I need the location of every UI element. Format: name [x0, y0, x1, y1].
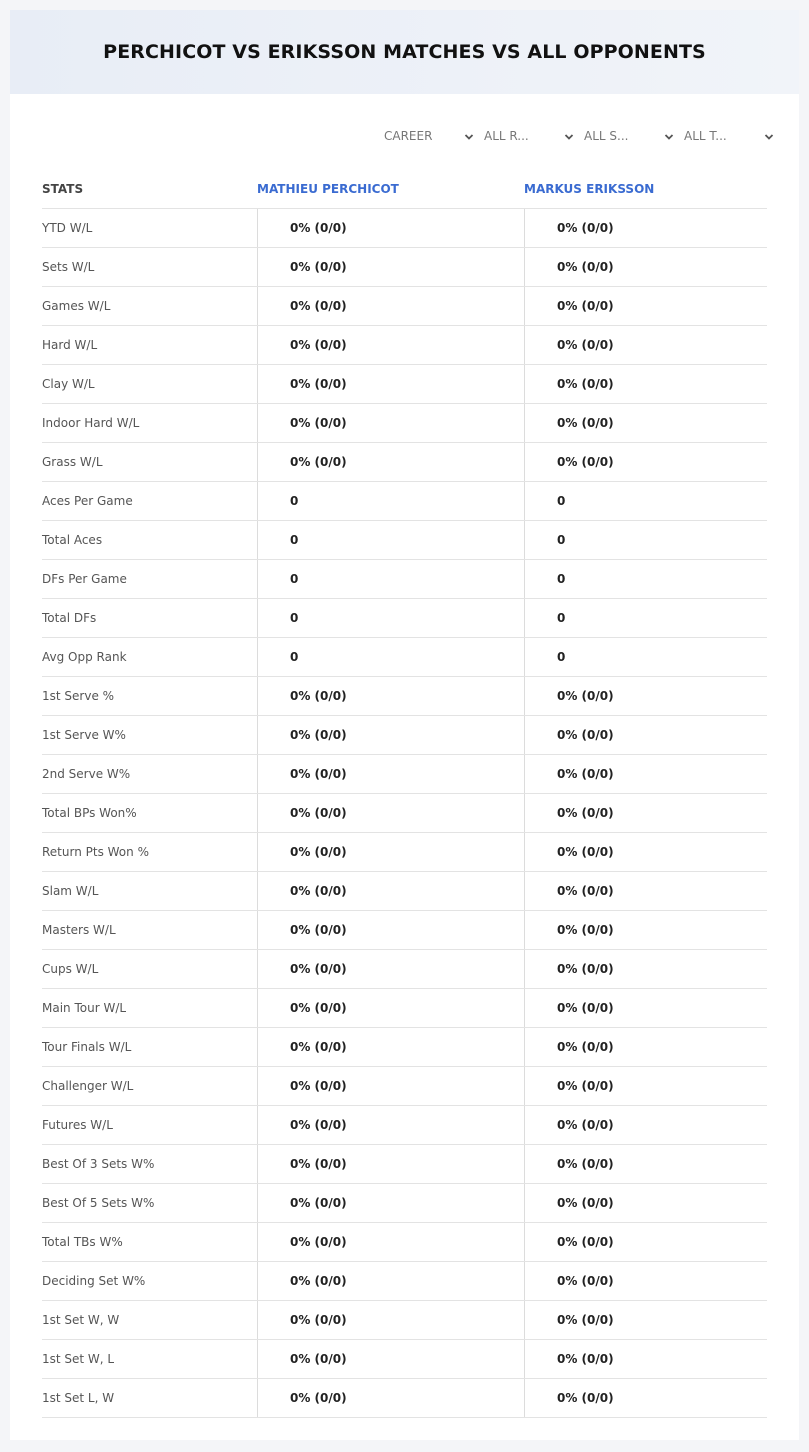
- player1-value-cell: [257, 989, 524, 1027]
- stat-label: DFs Per Game: [42, 572, 127, 586]
- stat-label: 1st Serve W%: [42, 728, 126, 742]
- player2-value: 0% (0/0): [557, 1118, 614, 1132]
- player2-value-cell: [524, 404, 768, 442]
- player1-value: 0% (0/0): [290, 767, 347, 781]
- stat-label: 1st Set W, L: [42, 1352, 115, 1366]
- table-row: [42, 989, 767, 1028]
- player2-value-cell: [524, 599, 768, 637]
- player1-value-cell: [257, 1223, 524, 1261]
- player1-value: 0% (0/0): [290, 1274, 347, 1288]
- player1-value: 0% (0/0): [290, 1196, 347, 1210]
- player2-value: 0% (0/0): [557, 377, 614, 391]
- player2-value: 0% (0/0): [557, 806, 614, 820]
- player1-value-cell: [257, 1028, 524, 1066]
- card-header: [10, 10, 799, 94]
- player1-value-cell: [257, 1379, 524, 1417]
- page-title: PERCHICOT VS ERIKSSON MATCHES VS ALL OPPONENTS: [103, 41, 706, 63]
- player2-value-cell: [524, 755, 768, 793]
- stat-label: Indoor Hard W/L: [42, 416, 140, 430]
- stat-label: Deciding Set W%: [42, 1274, 146, 1288]
- player2-value-cell: [524, 911, 768, 949]
- player1-value-cell: [257, 248, 524, 286]
- player2-value: 0% (0/0): [557, 1196, 614, 1210]
- player1-value-cell: [257, 677, 524, 715]
- chevron-down-icon: [564, 132, 574, 142]
- player2-value: 0% (0/0): [557, 689, 614, 703]
- player1-value: 0% (0/0): [290, 299, 347, 313]
- player1-value: 0% (0/0): [290, 1118, 347, 1132]
- stat-label: Avg Opp Rank: [42, 650, 127, 664]
- player1-value: 0% (0/0): [290, 962, 347, 976]
- stats-card: [10, 10, 799, 1440]
- table-row: [42, 950, 767, 989]
- player1-value: 0% (0/0): [290, 1001, 347, 1015]
- table-row: [42, 521, 767, 560]
- stat-label: Best Of 5 Sets W%: [42, 1196, 155, 1210]
- player1-value-cell: [257, 287, 524, 325]
- stat-label: Return Pts Won %: [42, 845, 149, 859]
- stat-label: Masters W/L: [42, 923, 116, 937]
- stat-label: YTD W/L: [42, 221, 93, 235]
- player2-value-cell: [524, 521, 768, 559]
- player2-value: 0% (0/0): [557, 455, 614, 469]
- table-row: [42, 326, 767, 365]
- stat-label: Games W/L: [42, 299, 111, 313]
- filter-label: CAREER: [384, 129, 433, 143]
- player1-value-cell: [257, 716, 524, 754]
- table-row: [42, 1262, 767, 1301]
- player1-value: 0% (0/0): [290, 845, 347, 859]
- player1-value: 0% (0/0): [290, 689, 347, 703]
- player2-value: 0% (0/0): [557, 1235, 614, 1249]
- stat-label: Challenger W/L: [42, 1079, 134, 1093]
- table-row: [42, 1067, 767, 1106]
- player1-value-cell: [257, 1262, 524, 1300]
- stat-label: 1st Set L, W: [42, 1391, 115, 1405]
- player1-value: 0% (0/0): [290, 728, 347, 742]
- table-row: [42, 794, 767, 833]
- stat-label: Total DFs: [42, 611, 97, 625]
- table-row: [42, 599, 767, 638]
- stat-label: Total Aces: [42, 533, 103, 547]
- player2-value: 0% (0/0): [557, 299, 614, 313]
- player1-value: 0: [290, 494, 299, 508]
- player2-value: 0% (0/0): [557, 338, 614, 352]
- player2-value: 0% (0/0): [557, 1040, 614, 1054]
- player2-value: 0% (0/0): [557, 221, 614, 235]
- table-row: [42, 482, 767, 521]
- table-row: [42, 365, 767, 404]
- table-row: [42, 1379, 767, 1418]
- player1-column-header[interactable]: MATHIEU PERCHICOT: [257, 182, 399, 196]
- stat-label: Main Tour W/L: [42, 1001, 127, 1015]
- player2-value-cell: [524, 950, 768, 988]
- player1-value-cell: [257, 911, 524, 949]
- player2-value: 0% (0/0): [557, 962, 614, 976]
- stat-label: 2nd Serve W%: [42, 767, 131, 781]
- table-row: [42, 833, 767, 872]
- player2-value: 0% (0/0): [557, 767, 614, 781]
- stat-label: Hard W/L: [42, 338, 98, 352]
- player2-value-cell: [524, 1301, 768, 1339]
- table-body: [42, 209, 767, 1418]
- filter-label: ALL R...: [484, 129, 529, 143]
- player1-value: 0% (0/0): [290, 1157, 347, 1171]
- stat-label: Grass W/L: [42, 455, 103, 469]
- player2-value-cell: [524, 794, 768, 832]
- player1-value-cell: [257, 1340, 524, 1378]
- player1-value-cell: [257, 482, 524, 520]
- chevron-down-icon: [664, 132, 674, 142]
- player1-value: 0: [290, 650, 299, 664]
- player2-value: 0: [557, 611, 566, 625]
- table-row: [42, 872, 767, 911]
- player1-value: 0% (0/0): [290, 1391, 347, 1405]
- player2-value: 0% (0/0): [557, 728, 614, 742]
- player2-value-cell: [524, 1106, 768, 1144]
- table-row: [42, 404, 767, 443]
- table-row: [42, 287, 767, 326]
- player2-value-cell: [524, 326, 768, 364]
- player2-value-cell: [524, 716, 768, 754]
- player1-value-cell: [257, 209, 524, 247]
- player2-value: 0: [557, 650, 566, 664]
- player2-value-cell: [524, 1067, 768, 1105]
- player2-value: 0% (0/0): [557, 1157, 614, 1171]
- table-row: [42, 755, 767, 794]
- player2-value-cell: [524, 1223, 768, 1261]
- filter-label: ALL T...: [684, 129, 727, 143]
- player1-value: 0% (0/0): [290, 260, 347, 274]
- table-row: [42, 209, 767, 248]
- filter-label: ALL S...: [584, 129, 629, 143]
- player2-value-cell: [524, 1028, 768, 1066]
- player1-value-cell: [257, 794, 524, 832]
- filter-surface-select[interactable]: [580, 128, 680, 146]
- player2-value: 0% (0/0): [557, 923, 614, 937]
- filter-tournament-select[interactable]: [680, 128, 780, 146]
- player2-value-cell: [524, 677, 768, 715]
- player1-value-cell: [257, 326, 524, 364]
- stat-label: Total BPs Won%: [42, 806, 137, 820]
- player1-value-cell: [257, 833, 524, 871]
- player1-value: 0% (0/0): [290, 221, 347, 235]
- player1-value-cell: [257, 1106, 524, 1144]
- stat-label: Cups W/L: [42, 962, 99, 976]
- player2-value-cell: [524, 248, 768, 286]
- player1-value: 0: [290, 572, 299, 586]
- player1-value: 0% (0/0): [290, 455, 347, 469]
- player1-value-cell: [257, 404, 524, 442]
- player2-value-cell: [524, 287, 768, 325]
- stats-column-header: STATS: [42, 182, 84, 196]
- player2-value-cell: [524, 1262, 768, 1300]
- player1-value-cell: [257, 599, 524, 637]
- player1-value: 0% (0/0): [290, 1352, 347, 1366]
- stats-table: [42, 170, 767, 1418]
- player2-value-cell: [524, 443, 768, 481]
- player1-value-cell: [257, 443, 524, 481]
- player2-value: 0% (0/0): [557, 1352, 614, 1366]
- player2-value-cell: [524, 833, 768, 871]
- player2-value: 0% (0/0): [557, 416, 614, 430]
- stat-label: Aces Per Game: [42, 494, 133, 508]
- filter-period-select[interactable]: [380, 128, 480, 146]
- player1-value: 0% (0/0): [290, 1079, 347, 1093]
- table-row: [42, 677, 767, 716]
- table-row: [42, 911, 767, 950]
- player1-value-cell: [257, 638, 524, 676]
- table-row: [42, 1184, 767, 1223]
- player1-value-cell: [257, 1145, 524, 1183]
- table-row: [42, 560, 767, 599]
- player1-value-cell: [257, 365, 524, 403]
- player1-value-cell: [257, 1067, 524, 1105]
- player1-value: 0: [290, 611, 299, 625]
- player2-value-cell: [524, 989, 768, 1027]
- player1-value-cell: [257, 872, 524, 910]
- player1-value-cell: [257, 560, 524, 598]
- player1-value: 0% (0/0): [290, 1313, 347, 1327]
- player2-value-cell: [524, 872, 768, 910]
- player2-value-cell: [524, 1340, 768, 1378]
- player1-value: 0% (0/0): [290, 338, 347, 352]
- player1-value: 0% (0/0): [290, 1235, 347, 1249]
- stat-label: Clay W/L: [42, 377, 95, 391]
- table-row: [42, 1301, 767, 1340]
- stat-label: 1st Serve %: [42, 689, 115, 703]
- filter-round-select[interactable]: [480, 128, 580, 146]
- player1-value: 0% (0/0): [290, 1040, 347, 1054]
- player2-value-cell: [524, 1145, 768, 1183]
- player1-value: 0% (0/0): [290, 377, 347, 391]
- player2-value: 0: [557, 572, 566, 586]
- table-row: [42, 248, 767, 287]
- table-row: [42, 443, 767, 482]
- player2-value: 0% (0/0): [557, 1313, 614, 1327]
- player2-column-header[interactable]: MARKUS ERIKSSON: [524, 182, 655, 196]
- table-row: [42, 1145, 767, 1184]
- stat-label: 1st Set W, W: [42, 1313, 120, 1327]
- stat-label: Total TBs W%: [42, 1235, 123, 1249]
- player2-value-cell: [524, 1379, 768, 1417]
- player1-value: 0% (0/0): [290, 884, 347, 898]
- player2-value-cell: [524, 638, 768, 676]
- chevron-down-icon: [464, 132, 474, 142]
- player1-value-cell: [257, 950, 524, 988]
- player2-value-cell: [524, 209, 768, 247]
- player2-value: 0: [557, 494, 566, 508]
- table-header: [42, 170, 767, 209]
- player1-value: 0: [290, 533, 299, 547]
- table-row: [42, 1106, 767, 1145]
- table-row: [42, 1340, 767, 1379]
- player2-value: 0% (0/0): [557, 884, 614, 898]
- filter-bar: [380, 128, 780, 146]
- stat-label: Sets W/L: [42, 260, 95, 274]
- stat-label: Best Of 3 Sets W%: [42, 1157, 155, 1171]
- table-row: [42, 1223, 767, 1262]
- stat-label: Futures W/L: [42, 1118, 113, 1132]
- table-row: [42, 1028, 767, 1067]
- player1-value: 0% (0/0): [290, 923, 347, 937]
- player2-value: 0% (0/0): [557, 260, 614, 274]
- player2-value: 0% (0/0): [557, 1001, 614, 1015]
- stat-label: Tour Finals W/L: [42, 1040, 132, 1054]
- player2-value-cell: [524, 482, 768, 520]
- player1-value-cell: [257, 521, 524, 559]
- stat-label: Slam W/L: [42, 884, 99, 898]
- player2-value-cell: [524, 1184, 768, 1222]
- player2-value: 0% (0/0): [557, 1079, 614, 1093]
- player1-value-cell: [257, 755, 524, 793]
- player2-value: 0% (0/0): [557, 1274, 614, 1288]
- player2-value-cell: [524, 365, 768, 403]
- table-row: [42, 638, 767, 677]
- player2-value-cell: [524, 560, 768, 598]
- player1-value: 0% (0/0): [290, 416, 347, 430]
- table-row: [42, 716, 767, 755]
- player2-value: 0% (0/0): [557, 1391, 614, 1405]
- player1-value-cell: [257, 1301, 524, 1339]
- player1-value: 0% (0/0): [290, 806, 347, 820]
- player1-value-cell: [257, 1184, 524, 1222]
- player2-value: 0% (0/0): [557, 845, 614, 859]
- player2-value: 0: [557, 533, 566, 547]
- chevron-down-icon: [764, 132, 774, 142]
